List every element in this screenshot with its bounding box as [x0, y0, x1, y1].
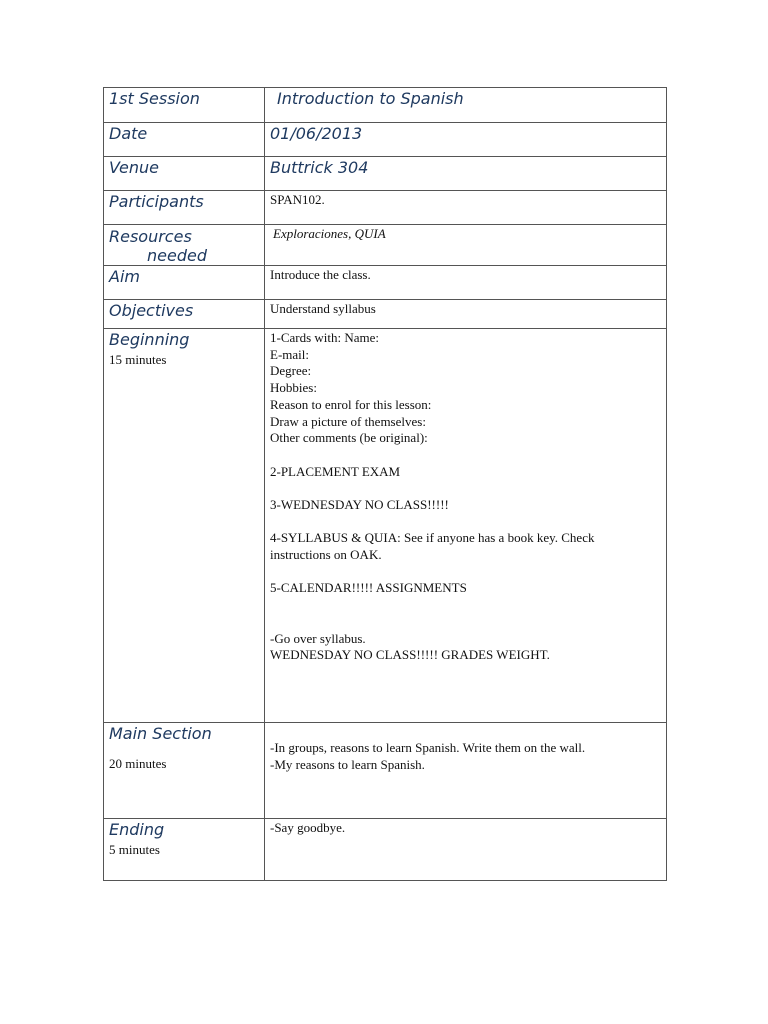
ending-duration: 5 minutes [109, 842, 160, 857]
beginning-line [270, 447, 666, 464]
aim-label: Aim [109, 267, 140, 286]
venue-label: Venue [109, 158, 159, 177]
beginning-duration: 15 minutes [109, 352, 167, 367]
aim-row [104, 266, 667, 300]
main-section-line: -My reasons to learn Spanish. [270, 756, 425, 772]
resources-row [104, 225, 667, 266]
lesson-plan-table [103, 87, 667, 819]
main-section-line: -In groups, reasons to learn Spanish. Write them on the wall. [270, 740, 586, 755]
beginning-line: -Go over syllabus. [270, 630, 366, 646]
beginning-line: 1-Cards with: Name: [270, 330, 380, 345]
objectives-row [104, 300, 667, 329]
ending-content: -Say goodbye. [270, 820, 346, 835]
beginning-line: Reason to enrol for this lesson: [270, 396, 432, 412]
session-label: 1st Session [109, 89, 200, 108]
resources-label-line1: Resources [109, 227, 192, 246]
resources-value: Exploraciones, QUIA [273, 226, 386, 241]
date-row [104, 123, 667, 157]
beginning-line: 4-SYLLABUS & QUIA: See if anyone has a book key. Check [270, 530, 595, 546]
resources-label-line2: needed [147, 246, 207, 265]
session-title: Introduction to Spanish [277, 89, 464, 108]
participants-row [104, 191, 667, 225]
main-section-label: Main Section [109, 724, 212, 743]
venue-row [104, 157, 667, 191]
ending-label: Ending [109, 820, 165, 839]
participants-label: Participants [109, 192, 204, 211]
beginning-line [270, 597, 666, 614]
main-section-row [104, 723, 667, 819]
beginning-line [270, 614, 666, 631]
beginning-line: 5-CALENDAR!!!!! ASSIGNMENTS [270, 580, 467, 596]
beginning-label: Beginning [109, 330, 190, 349]
objectives-label: Objectives [109, 301, 194, 320]
objectives-value: Understand syllabus [270, 301, 376, 316]
beginning-line: 3-WEDNESDAY NO CLASS!!!!! [270, 497, 449, 512]
date-label: Date [109, 124, 148, 143]
aim-value: Introduce the class. [270, 267, 371, 282]
beginning-line [270, 514, 666, 531]
main-section-duration: 20 minutes [109, 756, 167, 771]
beginning-line: Other comments (be original): [270, 430, 428, 446]
beginning-row [104, 329, 667, 723]
resources-label [109, 225, 264, 265]
beginning-line: instructions on OAK. [270, 547, 382, 563]
beginning-line [270, 480, 666, 497]
main-section-content [270, 723, 666, 773]
date-value: 01/06/2013 [270, 124, 363, 143]
ending-row [104, 819, 667, 881]
beginning-line: WEDNESDAY NO CLASS!!!!! GRADES WEIGHT. [270, 647, 550, 663]
beginning-line: Draw a picture of themselves: [270, 413, 426, 429]
participants-value: SPAN102. [270, 192, 325, 207]
venue-value: Buttrick 304 [270, 158, 369, 177]
beginning-line [270, 564, 666, 581]
beginning-line: E-mail: [270, 346, 309, 362]
beginning-line: 2-PLACEMENT EXAM [270, 463, 401, 479]
ending-table [103, 818, 667, 881]
beginning-line: Degree: [270, 363, 312, 379]
beginning-line: Hobbies: [270, 380, 317, 396]
session-row [104, 88, 667, 123]
beginning-content [270, 329, 666, 664]
